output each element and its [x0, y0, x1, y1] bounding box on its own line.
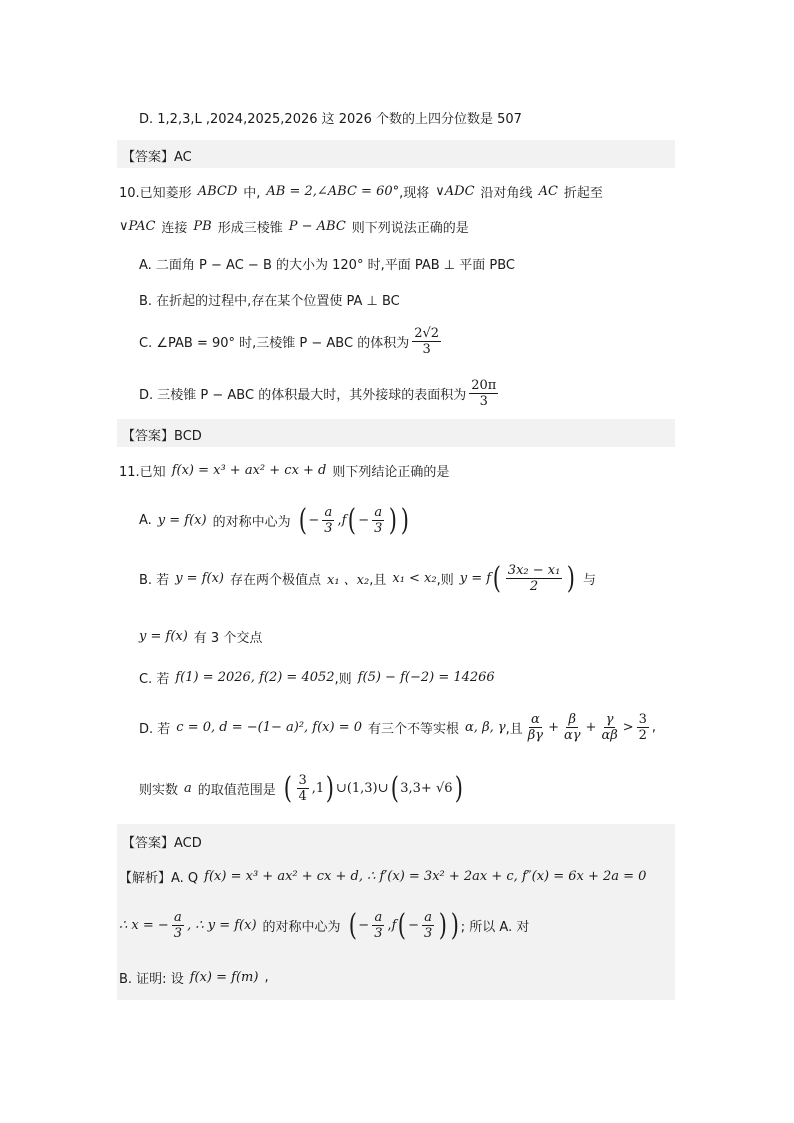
paren: )	[567, 560, 576, 596]
q10-option-b: B. 在折起的过程中,存在某个位置使 PA ⊥ BC	[139, 294, 400, 309]
q10-option-a: A. 二面角 P − AC − B 的大小为 120° 时,平面 PAB ⊥ 平面 PBC	[139, 258, 515, 273]
math: f(x) = x³ + ax² + cx + d, ∴ f′(x) = 3x² + 2ax + c, f″(x) = 6x + 2a = 0	[204, 869, 647, 884]
fraction	[297, 773, 309, 804]
text: ,	[264, 970, 269, 985]
q10-number: 10.已知菱形	[119, 186, 192, 201]
fraction	[412, 326, 441, 357]
math-fx: f(x) = x³ + ax² + cx + d	[171, 463, 327, 478]
q10-option-d	[139, 378, 501, 409]
text: 形成三棱锥	[217, 221, 283, 236]
math-ac: AC	[538, 184, 558, 199]
solution-label: 【解析】A. Q	[119, 871, 199, 886]
denominator: 3	[422, 342, 431, 357]
denominator: 3	[479, 394, 488, 409]
solution-line2: ∴ x = − $\frac{a}{3}$ , ∴ y = f(x) 的对称中心为 ( − $\frac{a}{3}$ , f ( − $\frac{a}{3}$ ) ) ; 所以 A. 对	[119, 907, 530, 943]
numerator: 2√2	[414, 326, 440, 341]
text: 的对称中心为	[212, 515, 291, 530]
q11-option-b	[139, 560, 597, 596]
fraction	[469, 378, 498, 409]
math: a	[184, 781, 192, 796]
denominator: 2	[529, 579, 539, 594]
denominator: 3	[424, 926, 433, 941]
text: C. 若	[139, 672, 170, 687]
fraction	[322, 505, 334, 536]
text: 与	[583, 573, 597, 588]
fraction	[172, 910, 184, 941]
denominator: 4	[298, 789, 307, 804]
text: 的取值范围是	[197, 783, 276, 798]
numerator: 20π	[471, 378, 497, 393]
math: f	[391, 918, 397, 933]
q11-number: 11.已知	[119, 465, 166, 480]
q11-stem	[119, 461, 449, 480]
text: 则下列说法正确的是	[351, 221, 469, 236]
paren: (	[348, 907, 357, 943]
math: >	[622, 720, 634, 735]
denominator: 3	[324, 521, 333, 536]
math: f(1) = 2026, f(2) = 4052	[175, 670, 335, 685]
text: 的对称中心为	[262, 920, 341, 935]
paren: )	[400, 502, 410, 538]
text: 中,	[243, 186, 261, 201]
solution-line3	[119, 968, 269, 987]
math: ∪(1,3)∪	[335, 781, 389, 796]
numerator: a	[324, 505, 333, 520]
numerator: a	[174, 910, 182, 925]
math-adc: ∨ADC	[435, 184, 475, 199]
paren: (	[398, 907, 407, 943]
answer-band-9	[117, 140, 675, 168]
text: 沿对角线	[480, 186, 533, 201]
math: f(x) = f(m)	[189, 970, 259, 985]
math: , ∴ y = f(x)	[187, 918, 257, 933]
math: α, β, γ	[465, 720, 506, 735]
paren: )	[389, 502, 398, 538]
fraction	[506, 563, 563, 594]
text: ,	[651, 720, 657, 735]
numerator: α	[531, 712, 540, 727]
numerator: a	[424, 910, 433, 925]
q11-option-c	[139, 668, 495, 687]
math: f(5) − f(−2) = 14266	[357, 670, 495, 685]
math: ∴ x = −	[119, 918, 169, 933]
fraction	[422, 910, 434, 941]
text: 存在两个极值点	[229, 573, 321, 588]
denominator: αβ	[601, 728, 618, 743]
q11-option-d-range	[139, 770, 464, 806]
paren: (	[283, 770, 292, 806]
denominator: 3	[374, 521, 383, 536]
answer-10: 【答案】BCD	[122, 429, 202, 444]
math: 3,3+ √6	[400, 781, 453, 796]
text: 折起至	[563, 186, 603, 201]
q10-stem-line1	[119, 182, 603, 201]
math: c = 0, d = −(1− a)², f(x) = 0	[176, 720, 363, 735]
denominator: βγ	[527, 728, 544, 743]
paren: )	[439, 907, 448, 943]
math-pb: PB	[193, 219, 212, 234]
paren: (	[390, 770, 399, 806]
paren: )	[325, 770, 335, 806]
text: D. 三棱锥 P − ABC 的体积最大时，其外接球的表面积为	[139, 388, 467, 403]
text: 则实数	[139, 783, 179, 798]
numerator: 3	[298, 773, 307, 788]
text: ,则	[436, 573, 454, 588]
text: ; 所以 A. 对	[460, 920, 530, 935]
numerator: 3x₂ − x₁	[507, 563, 561, 578]
math: x₁ < x₂	[392, 571, 437, 586]
text: 则下列结论正确的是	[332, 465, 450, 480]
q11-option-d: D. 若 c = 0, d = −(1− a)², f(x) = 0 有三个不等实根 α, β, γ ,且 $\frac{\alpha}{\beta\gamma}$ + $\frac{\beta}{\alpha\gamma}$ + $\frac{\gamma}{\alpha\beta}$ > $\frac{3}{2}$ ,	[139, 712, 657, 743]
q9-option-d: D. 1,2,3,L ,2024,2025,2026 这 2026 个数的上四分位数是 507	[139, 112, 522, 127]
numerator: β	[568, 712, 576, 727]
paren: (	[298, 502, 307, 538]
paren: (	[492, 560, 502, 596]
math-pabc: P − ABC	[288, 219, 346, 234]
denominator: αγ	[563, 728, 581, 743]
text: 有三个不等实根	[368, 722, 460, 737]
q11-option-a: A. y = f(x) 的对称中心为 ( − $\frac{a}{3}$ , f ( − $\frac{a}{3}$ ) )	[139, 502, 410, 538]
numerator: a	[374, 910, 383, 925]
math: y = f(x)	[139, 629, 188, 644]
q10-stem-line2	[119, 217, 469, 236]
fraction	[562, 712, 583, 743]
numerator: a	[374, 505, 383, 520]
text: ,且	[369, 573, 387, 588]
math: y = f(x)	[175, 571, 224, 586]
math-abcd: ABCD	[197, 184, 238, 199]
numerator: 3	[638, 712, 647, 727]
math-pac: ∨PAC	[119, 219, 156, 234]
paren: )	[454, 770, 463, 806]
text: A.	[139, 513, 152, 528]
numerator: γ	[605, 712, 614, 727]
text: ,则	[334, 672, 352, 687]
fraction	[637, 712, 649, 743]
fraction	[526, 712, 545, 743]
text: C. ∠PAB = 90° 时,三棱锥 P − ABC 的体积为	[139, 336, 410, 351]
paren: (	[348, 502, 357, 538]
math: y = f	[459, 571, 492, 586]
denominator: 3	[374, 926, 383, 941]
text: ,且	[505, 722, 523, 737]
text: D. 若	[139, 722, 171, 737]
text: ,现将	[399, 186, 430, 201]
paren: )	[450, 907, 460, 943]
fraction	[372, 505, 384, 536]
math: y = f(x)	[157, 513, 207, 528]
text: B. 证明: 设	[119, 972, 184, 987]
math: f	[341, 513, 347, 528]
answer-11: 【答案】ACD	[122, 836, 202, 851]
math: x₁ 、x₂	[327, 573, 370, 588]
math-ab: AB = 2,∠ABC = 60°	[266, 184, 400, 199]
solution-line1	[119, 867, 646, 886]
text: 连接	[161, 221, 188, 236]
q11-option-b-cont	[139, 627, 262, 646]
text: 有 3 个交点	[193, 631, 263, 646]
denominator: 2	[638, 728, 647, 743]
fraction	[372, 910, 384, 941]
text: B. 若	[139, 573, 170, 588]
denominator: 3	[173, 926, 183, 941]
math: ,1	[311, 781, 325, 796]
answer-9: 【答案】AC	[122, 150, 192, 165]
q10-option-c	[139, 326, 444, 357]
fraction	[599, 712, 619, 743]
